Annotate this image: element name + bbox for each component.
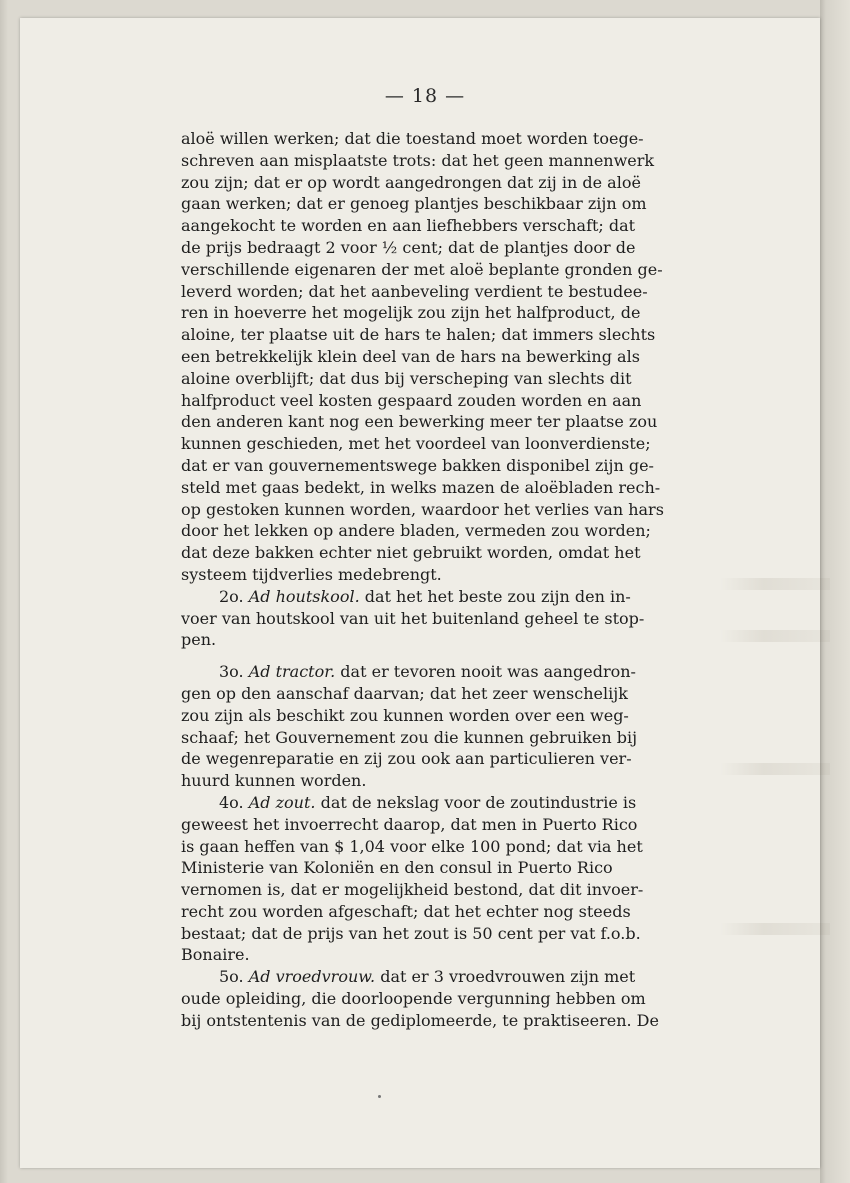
item-number: 4o. [219, 792, 244, 812]
text-line: steld met gaas bedekt, in welks mazen de aloëbladen rech- [181, 477, 661, 497]
paragraph-zout [181, 792, 709, 966]
text-line: kunnen geschieden, met het voordeel van loonverdienste; [181, 434, 651, 454]
text-line: gen op den aanschaf daarvan; dat het zeer wenschelijk [181, 683, 628, 703]
paragraph-houtskool [181, 586, 709, 651]
stray-mark [378, 1095, 381, 1098]
item-heading: Ad zout. [248, 792, 316, 812]
body-text [181, 128, 709, 1032]
page-number: — 18 — [384, 85, 466, 107]
text-line: geweest het invoerrecht daarop, dat men in Puerto Rico [181, 814, 638, 834]
paragraph-first-line [181, 586, 709, 608]
text-line: dat er van gouvernementswege bakken disponibel zijn ge- [181, 455, 654, 475]
text-line: verschillende eigenaren der met aloë beplante gronden ge- [181, 259, 663, 279]
text-line: is gaan heffen van $ 1,04 voor elke 100 pond; dat via het [181, 836, 643, 856]
next-page-edge [820, 0, 850, 1183]
item-heading: Ad tractor. [248, 662, 336, 682]
paragraph-tractor [181, 661, 709, 792]
show-through [720, 923, 830, 935]
show-through [720, 578, 830, 590]
text-line: bestaat; dat de prijs van het zout is 50 cent per vat f.o.b. [181, 923, 641, 943]
paragraph-aloe [181, 128, 709, 586]
text-line: op gestoken kunnen worden, waardoor het verlies van hars [181, 499, 664, 519]
item-number: 3o. [219, 662, 244, 682]
text-line: recht zou worden afgeschaft; dat het echter nog steeds [181, 901, 631, 921]
item-text: dat er 3 vroedvrouwen zijn met [375, 967, 636, 987]
text-line: schaaf; het Gouvernement zou die kunnen gebruiken bij [181, 727, 638, 747]
text-line: pen. [181, 630, 217, 650]
show-through [720, 630, 830, 642]
text-line: systeem tijdverlies medebrengt. [181, 564, 442, 584]
text-line: dat deze bakken echter niet gebruikt worden, omdat het [181, 543, 641, 563]
item-heading: Ad houtskool. [248, 586, 360, 606]
text-line: voer van houtskool van uit het buitenland geheel te stop- [181, 608, 645, 628]
text-line: aangekocht te worden en aan liefhebbers verschaft; dat [181, 216, 636, 236]
text-line: leverd worden; dat het aanbeveling verdient te bestudee- [181, 281, 648, 301]
text-line: de prijs bedraagt 2 voor ½ cent; dat de plantjes door de [181, 237, 636, 257]
text-line: aloine, ter plaatse uit de hars te halen; dat immers slechts [181, 325, 656, 345]
text-line: oude opleiding, die doorloopende vergunning hebben om [181, 989, 646, 1009]
text-line: de wegenreparatie en zij zou ook aan particulieren ver- [181, 749, 632, 769]
text-line: bij ontstentenis van de gediplomeerde, te praktiseeren. De [181, 1010, 659, 1030]
text-line: huurd kunnen worden. [181, 771, 367, 791]
text-line: vernomen is, dat er mogelijkheid bestond, dat dit invoer- [181, 880, 644, 900]
text-line: door het lekken op andere bladen, vermeden zou worden; [181, 521, 651, 541]
text-line: halfproduct veel kosten gespaard zouden worden en aan [181, 390, 642, 410]
item-text: dat het het beste zou zijn den in- [359, 586, 631, 606]
item-text: dat de nekslag voor de zoutindustrie is [315, 792, 637, 812]
paragraph-first-line [181, 966, 709, 988]
text-line: ren in hoeverre het mogelijk zou zijn het halfproduct, de [181, 303, 641, 323]
text-line: gaan werken; dat er genoeg plantjes beschikbaar zijn om [181, 194, 647, 214]
text-line: zou zijn als beschikt zou kunnen worden over een weg- [181, 705, 629, 725]
paragraph-vroedvrouw [181, 966, 709, 1031]
text-line: Bonaire. [181, 945, 250, 965]
paragraph-first-line [181, 792, 709, 814]
text-line: Ministerie van Koloniën en den consul in Puerto Rico [181, 858, 613, 878]
item-number: 5o. [219, 967, 244, 987]
show-through [720, 763, 830, 775]
text-line: den anderen kant nog een bewerking meer ter plaatse zou [181, 412, 658, 432]
text-line: aloine overblijft; dat dus bij verscheping van slechts dit [181, 368, 632, 388]
item-text: dat er tevoren nooit was aangedron- [335, 662, 636, 682]
item-heading: Ad vroedvrouw. [248, 967, 376, 987]
text-line: zou zijn; dat er op wordt aangedrongen dat zij in de aloë [181, 172, 641, 192]
text-line: schreven aan misplaatste trots: dat het geen mannenwerk [181, 150, 655, 170]
text-line: een betrekkelijk klein deel van de hars na bewerking als [181, 346, 640, 366]
text-line: aloë willen werken; dat die toestand moet worden toege- [181, 129, 644, 148]
item-number: 2o. [219, 586, 244, 606]
paragraph-first-line [181, 661, 709, 683]
